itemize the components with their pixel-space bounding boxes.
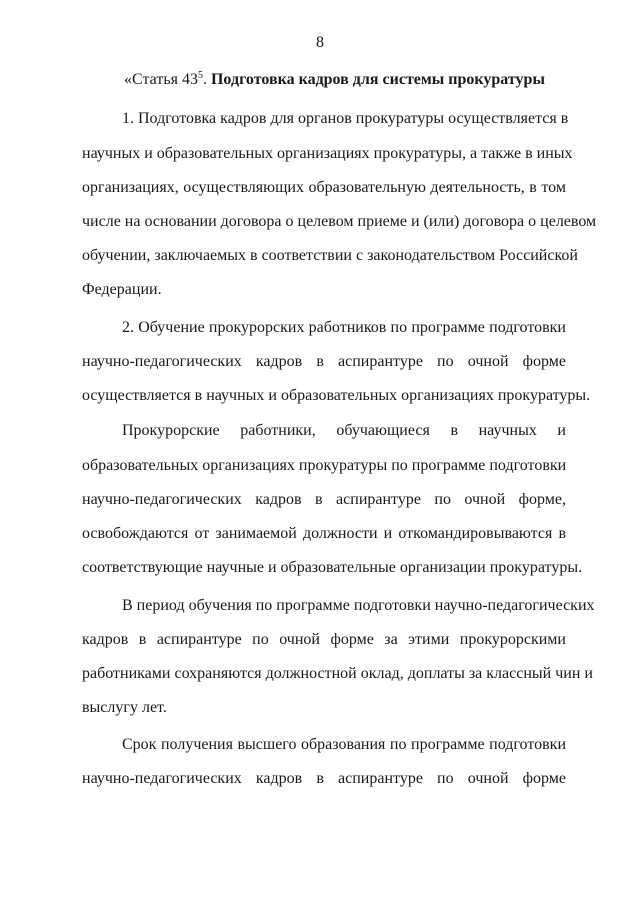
paragraph-line: числе на основании договора о целевом приеме и (или) договора о целевом xyxy=(82,213,597,230)
paragraph-line: кадров в аспирантуре по очной форме за этими прокурорскими xyxy=(82,631,566,648)
paragraph-line: организациях, осуществляющих образовательную деятельность, в том xyxy=(82,179,566,196)
paragraph-line: освобождаются от занимаемой должности и откомандировываются в xyxy=(82,525,566,542)
paragraph-line: научных и образовательных организациях прокуратуры, а также в иных xyxy=(82,145,573,162)
page-number: 8 xyxy=(316,34,324,51)
article-title: Подготовка кадров для системы прокуратуры xyxy=(210,71,545,88)
paragraph-line: образовательных организациях прокуратуры по программе подготовки xyxy=(82,457,567,474)
paragraph-line: научно-педагогических кадров в аспирантуре по очной форме xyxy=(82,770,566,787)
paragraph-line: осуществляется в научных и образовательных организациях прокуратуры. xyxy=(82,387,591,404)
article-suffix: . xyxy=(202,71,211,88)
paragraph-line: 1. Подготовка кадров для органов прокуратуры осуществляется в xyxy=(122,110,569,127)
article-superscript: 5 xyxy=(197,70,203,81)
paragraph-line: работниками сохраняются должностной оклад, доплаты за классный чин и xyxy=(82,665,593,682)
paragraph-line: выслугу лет. xyxy=(82,699,167,716)
paragraph-line: Федерации. xyxy=(82,281,162,298)
paragraph-line: научно-педагогических кадров в аспирантуре по очной форме xyxy=(82,353,566,370)
article-heading xyxy=(124,70,545,90)
paragraph-line: научно-педагогических кадров в аспирантуре по очной форме, xyxy=(82,491,566,508)
article-prefix: «Статья 43 xyxy=(124,71,198,88)
paragraph-line: Прокурорские работники, обучающиеся в научных и xyxy=(122,422,566,439)
paragraph-line: обучении, заключаемых в соответствии с законодательством Российской xyxy=(82,247,578,264)
paragraph-line: В период обучения по программе подготовки научно-педагогических xyxy=(122,597,595,614)
paragraph-line: соответствующие научные и образовательные организации прокуратуры. xyxy=(82,559,583,576)
paragraph-line: Срок получения высшего образования по программе подготовки xyxy=(122,736,566,753)
paragraph-line: 2. Обучение прокурорских работников по программе подготовки xyxy=(122,319,566,336)
